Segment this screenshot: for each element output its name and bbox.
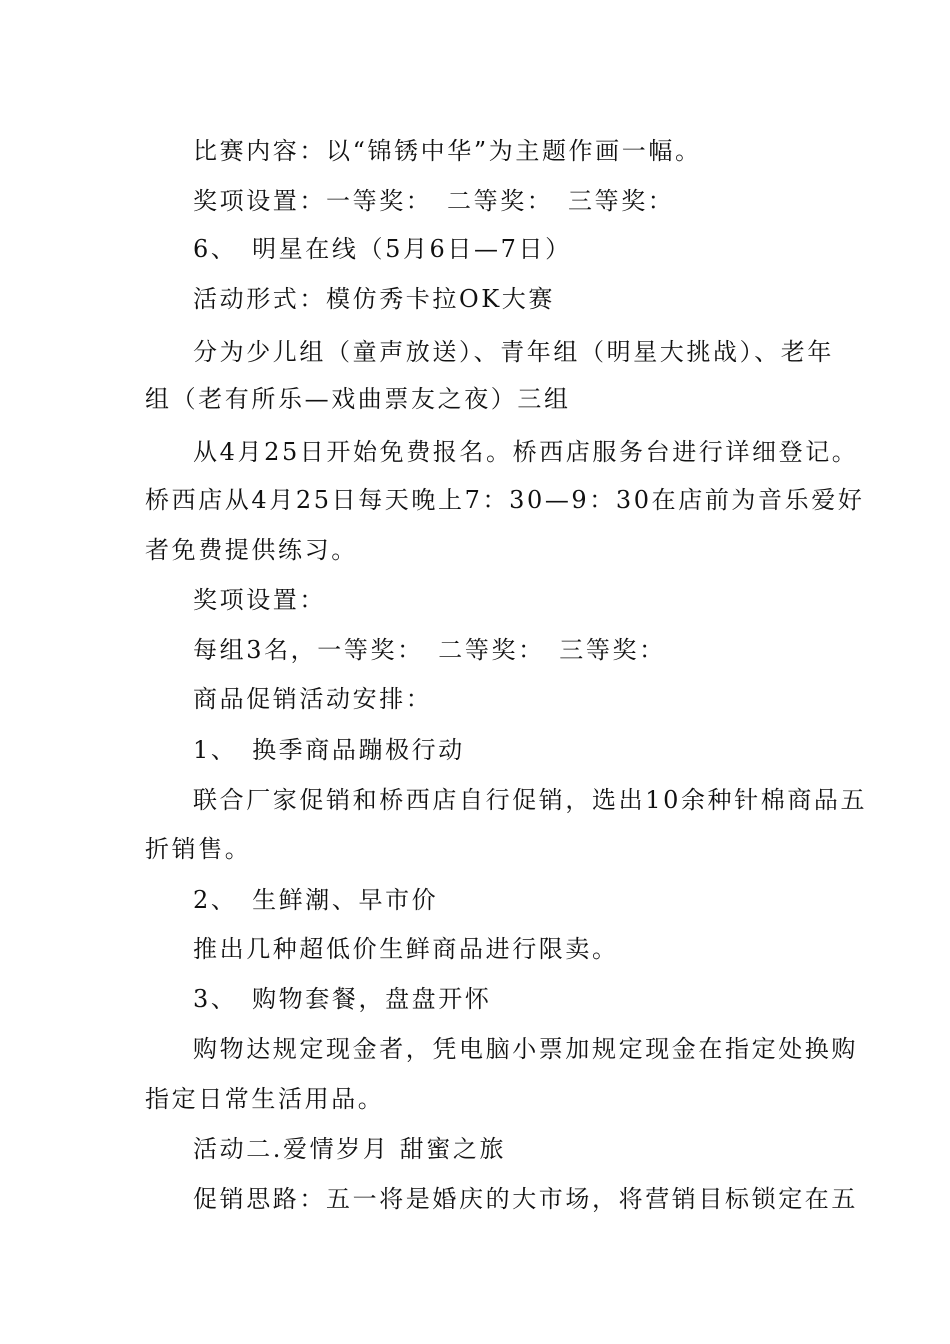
text-line: 分为少儿组（童声放送）、青年组（明星大挑战）、老年 xyxy=(193,338,834,366)
text-line: 活动二.爱情岁月 甜蜜之旅 xyxy=(193,1135,507,1163)
text-line: 1、 换季商品蹦极行动 xyxy=(193,736,465,764)
text-line: 桥西店从4月25日每天晚上7：30—9：30在店前为音乐爱好 xyxy=(145,486,865,514)
text-line: 折销售。 xyxy=(145,835,252,863)
text-line: 比赛内容：以“锦锈中华”为主题作画一幅。 xyxy=(193,137,702,165)
text-line: 组（老有所乐—戏曲票友之夜）三组 xyxy=(145,385,571,413)
text-line: 指定日常生活用品。 xyxy=(145,1085,385,1113)
text-line: 6、 明星在线（5月6日—7日） xyxy=(193,235,572,263)
text-line: 2、 生鲜潮、早市价 xyxy=(193,886,439,914)
text-line: 促销思路：五一将是婚庆的大市场，将营销目标锁定在五 xyxy=(193,1185,858,1213)
text-line: 商品促销活动安排： xyxy=(193,685,433,713)
text-line: 从4月25日开始免费报名。桥西店服务台进行详细登记。 xyxy=(193,438,859,466)
text-line: 者免费提供练习。 xyxy=(145,536,358,564)
text-line: 奖项设置： xyxy=(193,586,326,614)
text-line: 3、 购物套餐，盘盘开怀 xyxy=(193,985,492,1013)
text-line: 奖项设置：一等奖： 二等奖： 三等奖： xyxy=(193,187,675,215)
text-line: 联合厂家促销和桥西店自行促销，选出10余种针棉商品五 xyxy=(193,786,868,814)
text-line: 推出几种超低价生鲜商品进行限卖。 xyxy=(193,935,619,963)
text-line: 活动形式：模仿秀卡拉OK大赛 xyxy=(193,285,556,313)
text-line: 每组3名，一等奖： 二等奖： 三等奖： xyxy=(193,636,666,664)
text-line: 购物达规定现金者，凭电脑小票加规定现金在指定处换购 xyxy=(193,1035,858,1063)
